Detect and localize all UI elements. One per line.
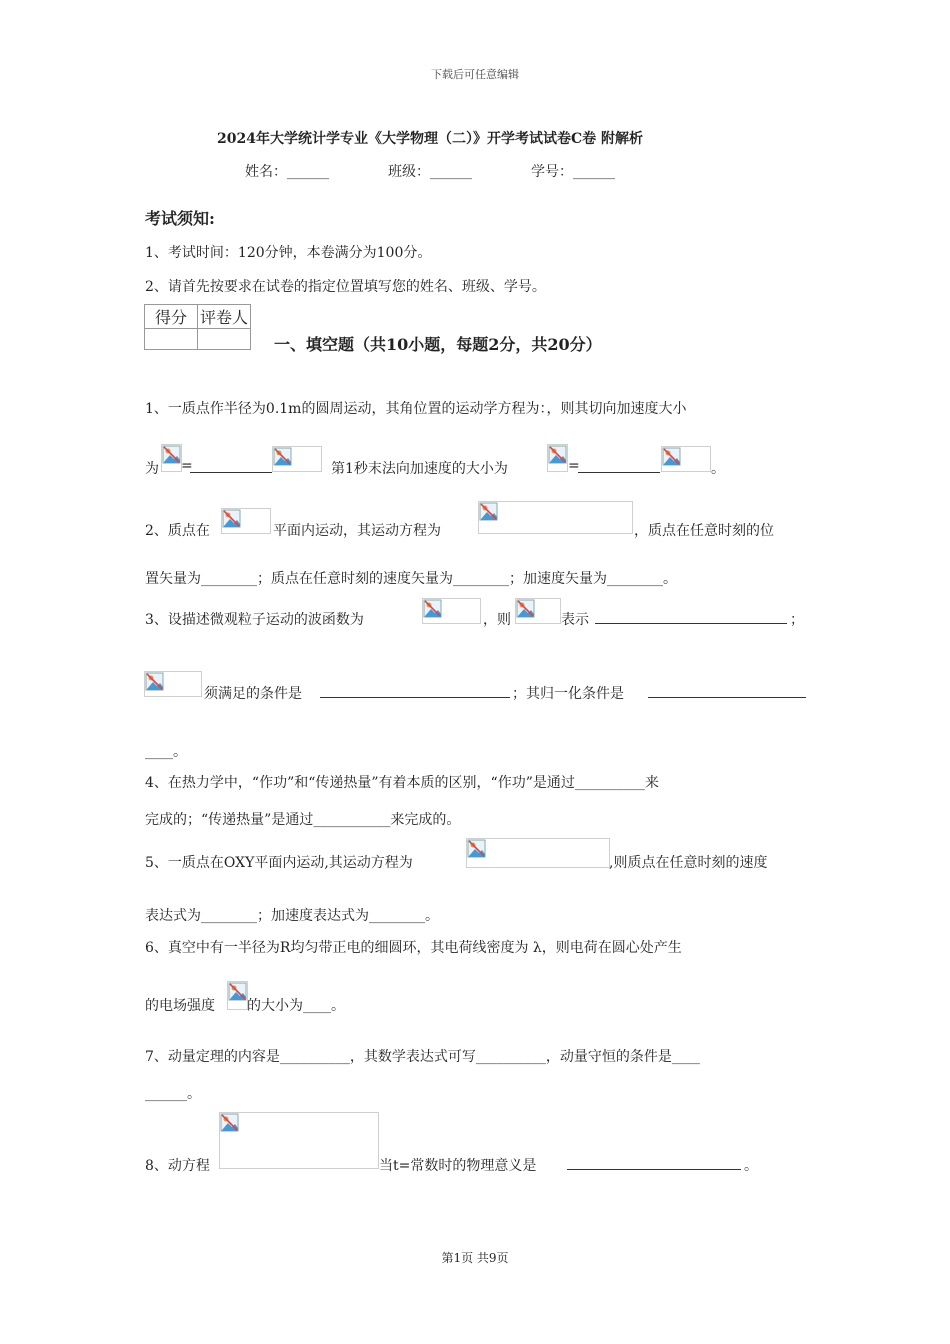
question-1-text: 第1秒末法向加速度的大小为 [331, 461, 508, 477]
question-2-text: ，质点在任意时刻的位 [634, 523, 774, 539]
question-7-line-1: 7、动量定理的内容是__________，其数学表达式可写__________，动量守恒的条件是____ [145, 1049, 700, 1065]
notice-item-1: 1、考试时间：120分钟，本卷满分为100分。 [145, 245, 432, 261]
answer-blank[interactable] [320, 683, 510, 698]
question-3-text: ； [790, 612, 804, 628]
question-6-line-1: 6、真空中有一半径为R均匀带正电的细圆环，其电荷线密度为 λ，则电荷在圆心处产生 [145, 940, 682, 956]
question-2-text: 平面内运动，其运动方程为 [273, 523, 441, 539]
answer-blank[interactable] [190, 458, 272, 473]
name-field-label: 姓名：______ [245, 164, 329, 180]
broken-image-icon [547, 444, 568, 472]
broken-image-icon [478, 501, 633, 534]
answer-blank[interactable] [595, 609, 787, 624]
broken-image-icon [661, 446, 711, 472]
question-3-line-3: ____。 [145, 744, 187, 760]
question-7-line-2: ______。 [145, 1086, 201, 1102]
broken-image-icon [161, 444, 182, 472]
answer-blank[interactable] [578, 458, 660, 473]
broken-image-icon [515, 598, 561, 624]
class-field-label: 班级：______ [388, 164, 472, 180]
notice-heading: 考试须知: [145, 209, 215, 228]
question-6-text: 的大小为____。 [247, 998, 345, 1014]
question-2-line-2: 置矢量为________；质点在任意时刻的速度矢量为________；加速度矢量为________。 [145, 571, 677, 587]
answer-blank[interactable] [648, 683, 806, 698]
broken-image-icon [422, 598, 481, 624]
question-3-text: 3、设描述微观粒子运动的波函数为 [145, 612, 364, 628]
broken-image-icon [227, 981, 248, 1010]
score-cell [145, 329, 198, 350]
page-number: 第1页 共9页 [441, 1251, 509, 1265]
broken-image-icon [144, 671, 202, 697]
question-4-line-2: 完成的；“传递热量”是通过___________来完成的。 [145, 812, 461, 828]
question-2-text: 2、质点在 [145, 523, 210, 539]
answer-blank[interactable] [567, 1155, 741, 1170]
question-1-text: = [181, 458, 193, 474]
grader-header: 评卷人 [198, 305, 251, 329]
question-1-text: 为 [145, 461, 159, 477]
question-3-text: ，则 [483, 612, 511, 628]
question-3-text: 表示 [561, 612, 589, 628]
header-note: 下载后可任意编辑 [431, 68, 519, 81]
grader-cell [198, 329, 251, 350]
question-3-text: 须满足的条件是 [204, 686, 302, 702]
question-5-text: ,则质点在任意时刻的速度 [609, 855, 768, 871]
broken-image-icon [219, 1112, 379, 1169]
question-8-text: 8、动方程 [145, 1158, 210, 1174]
question-5-text: 5、一质点在OXY平面内运动,其运动方程为 [145, 855, 413, 871]
question-3-text: ；其归一化条件是 [512, 686, 624, 702]
question-6-text: 的电场强度 [145, 998, 215, 1014]
broken-image-icon [221, 508, 271, 534]
exam-title: 2024年大学统计学专业《大学物理（二）》开学考试试卷C卷 附解析 [217, 131, 643, 147]
question-5-line-2: 表达式为________；加速度表达式为________。 [145, 908, 439, 924]
question-1-text: 。 [711, 461, 725, 477]
notice-item-2: 2、请首先按要求在试卷的指定位置填写您的姓名、班级、学号。 [145, 279, 546, 295]
broken-image-icon [272, 446, 322, 472]
question-8-text: 当t=常数时的物理意义是 [379, 1158, 537, 1174]
question-1-line-1: 1、一质点作半径为0.1m的圆周运动，其角位置的运动学方程为：，则其切向加速度大小 [145, 401, 687, 417]
score-header: 得分 [145, 305, 198, 329]
question-1-text: = [568, 458, 580, 474]
section-1-title: 一、填空题（共10小题，每题2分，共20分） [274, 335, 602, 354]
question-4-line-1: 4、在热力学中，“作功”和“传递热量”有着本质的区别，“作功”是通过__________来 [145, 775, 659, 791]
broken-image-icon [466, 838, 610, 868]
question-8-text: 。 [744, 1158, 758, 1174]
score-table [144, 304, 251, 350]
student-id-field-label: 学号：______ [531, 164, 615, 180]
